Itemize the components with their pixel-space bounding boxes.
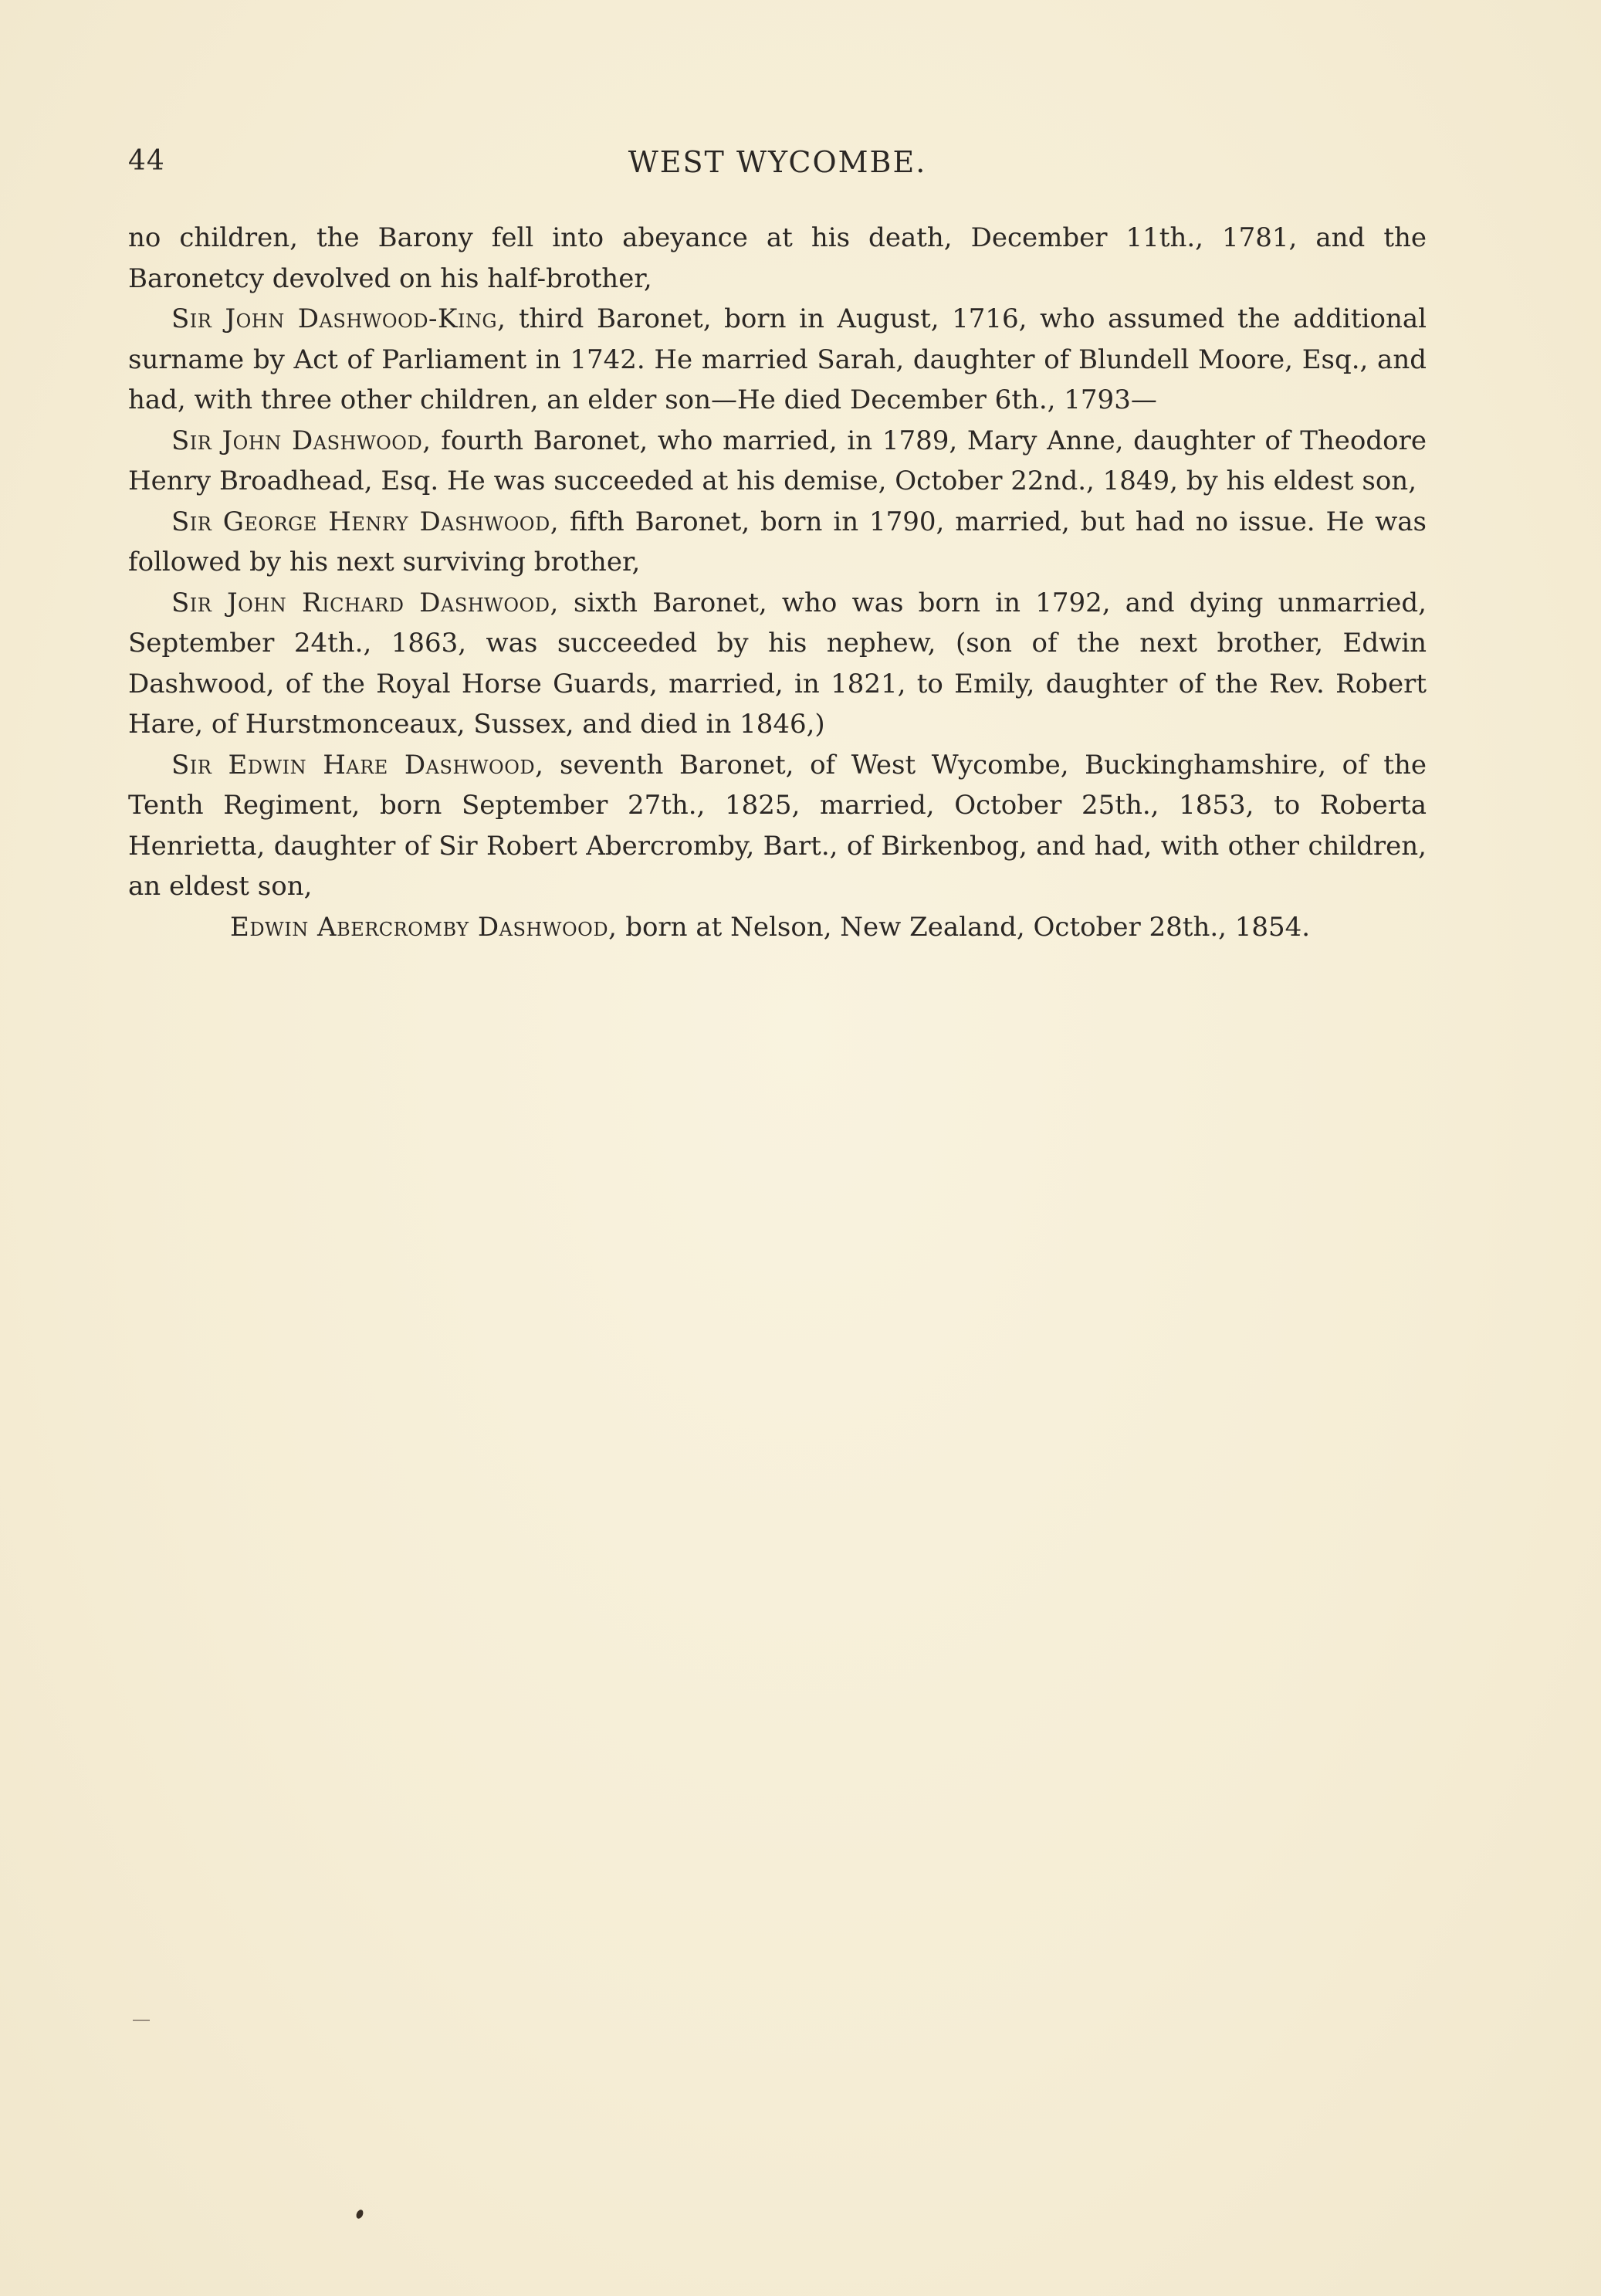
paragraph-4 bbox=[128, 502, 1427, 583]
ink-speck bbox=[355, 2209, 364, 2220]
paragraph-6 bbox=[128, 745, 1427, 907]
paragraph-text: fourth Baronet, who married, in 1789, Mary Anne, daughter of Theodore Henry Broadhead, Esq. He was succeeded at his demise, October 22nd., 1849, by his eldest son, bbox=[128, 425, 1427, 496]
person-name: Sir John Dashwood-King, bbox=[171, 303, 506, 334]
paragraph-text: no children, the Barony fell into abeyance at his death, December 11th., 1781, and the Baronetcy devolved on his half-brother, bbox=[128, 222, 1427, 294]
page-number: 44 bbox=[128, 145, 165, 177]
page-header bbox=[128, 145, 1427, 184]
paragraph-2 bbox=[128, 299, 1427, 421]
person-name: Sir George Henry Dashwood, bbox=[171, 506, 560, 537]
paragraph-1 bbox=[128, 218, 1427, 299]
paragraph-text: third Baronet, born in August, 1716, who assumed the additional surname by Act of Parliament in 1742. He married Sarah, daughter of Blundell Moore, Esq., and had, with three other children, an elder son—He died December 6th., 1793— bbox=[128, 303, 1427, 415]
paragraph-text: seventh Baronet, of West Wycombe, Buckinghamshire, of the Tenth Regiment, born September 27th., 1825, married, October 25th., 1853, to Roberta Henrietta, daughter of Sir Robert Abercromby, Bart., of Birkenbog, and had, with other children, an eldest son, bbox=[128, 749, 1427, 902]
body-text bbox=[128, 218, 1427, 947]
paragraph-text: born at Nelson, New Zealand, October 28th., 1854. bbox=[617, 911, 1311, 943]
paragraph-7 bbox=[128, 907, 1427, 948]
person-name: Sir John Dashwood, bbox=[171, 425, 432, 456]
margin-mark bbox=[133, 2020, 150, 2021]
paragraph-5 bbox=[128, 583, 1427, 745]
paragraph-text: fifth Baronet, born in 1790, married, but had no issue. He was followed by his next surviving brother, bbox=[128, 506, 1427, 577]
person-name: Sir Edwin Hare Dashwood, bbox=[171, 749, 544, 781]
person-name: Edwin Abercromby Dashwood, bbox=[230, 911, 618, 943]
paragraph-3 bbox=[128, 421, 1427, 502]
paragraph-text: sixth Baronet, who was born in 1792, and dying unmarried, September 24th., 1863, was succeeded by his nephew, (son of the next brother, Edwin Dashwood, of the Royal Horse Guards, married, in 1821, to Emily, daughter of the Rev. Robert Hare, of Hurstmonceaux, Sussex, and died in 1846,) bbox=[128, 587, 1427, 740]
person-name: Sir John Richard Dashwood, bbox=[171, 587, 559, 618]
running-title: WEST WYCOMBE. bbox=[628, 145, 927, 179]
